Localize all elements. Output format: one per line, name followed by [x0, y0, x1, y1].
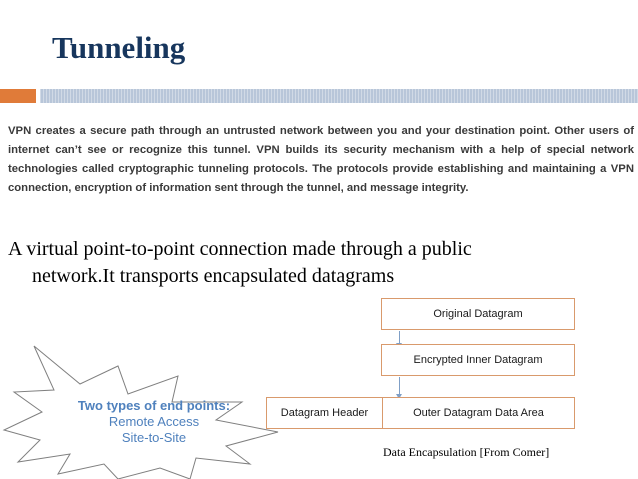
outer-datagram-data-area-box: Outer Datagram Data Area	[382, 397, 575, 429]
diagram-caption: Data Encapsulation [From Comer]	[383, 445, 550, 459]
slide-title: Tunneling	[52, 30, 186, 65]
bullet-line-1: A virtual point-to-point connection made through a public	[8, 238, 472, 260]
main-bullet	[8, 236, 628, 290]
title-rule-bar	[40, 89, 638, 103]
callout-text	[54, 398, 254, 446]
title-rule-accent	[0, 89, 36, 103]
callout-heading: Two types of end points:	[77, 398, 231, 413]
callout-item-site-to-site: Site-to-Site	[121, 430, 187, 445]
original-datagram-box: Original Datagram	[381, 298, 575, 330]
encrypted-inner-datagram-box: Encrypted Inner Datagram	[381, 344, 575, 376]
datagram-header-box: Datagram Header	[266, 397, 383, 429]
vpn-description-excerpt: VPN creates a secure path through an untrusted network between you and your destination point. Other users of internet can’t see or recognize this tunnel. VPN builds its security mechanism with a help of special network technologies called cryptographic tunneling protocols. The protocols provide establishing and maintaining a VPN connection, encryption of information sent through the tunnel, and message integrity.	[8, 125, 634, 194]
callout-item-remote-access: Remote Access	[108, 414, 200, 429]
bullet-line-2: network.It transports encapsulated datagrams	[32, 265, 395, 287]
